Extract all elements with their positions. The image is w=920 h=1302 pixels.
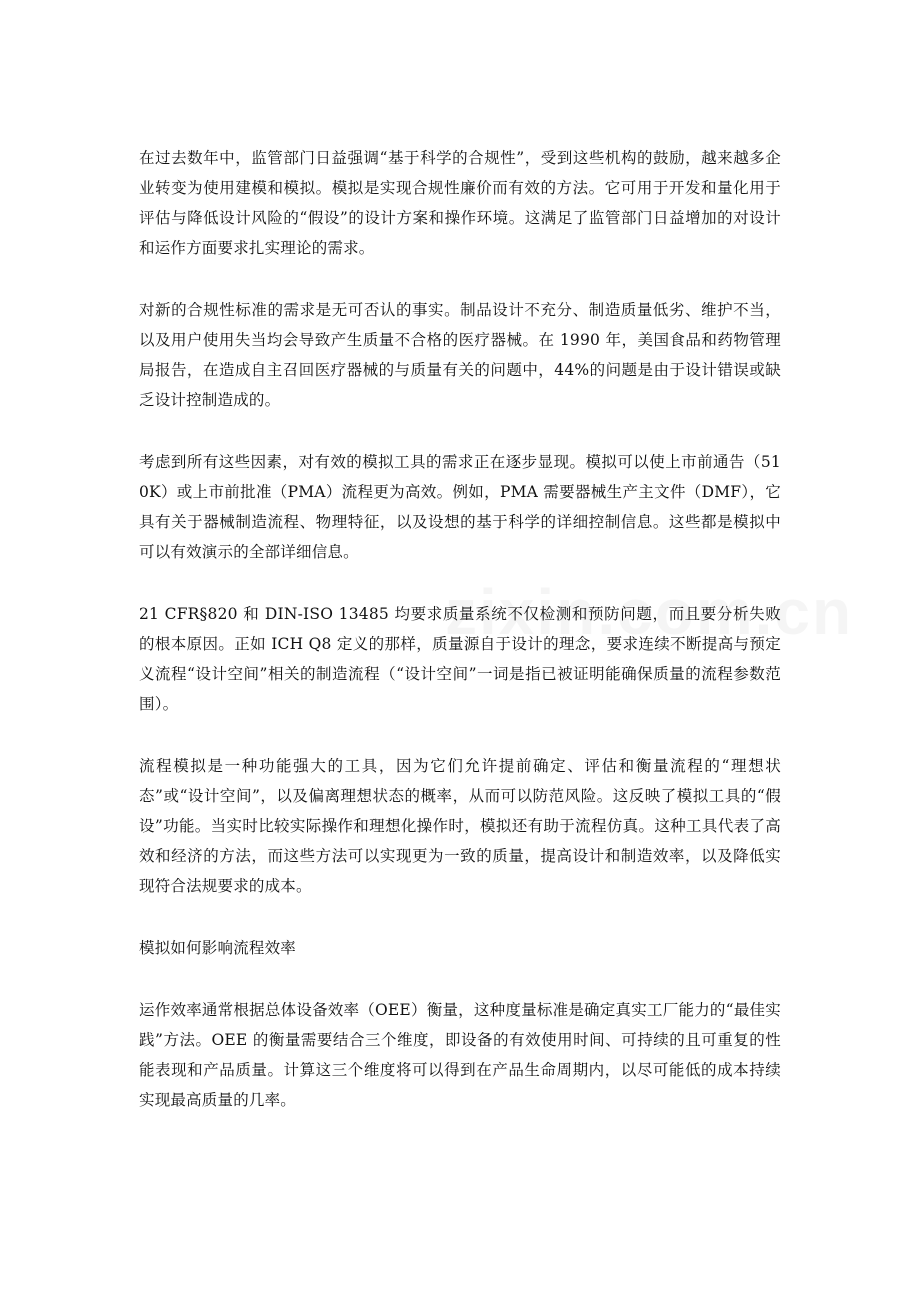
document-body [139, 143, 781, 1115]
paragraph-1: 在过去数年中，监管部门日益强调“基于科学的合规性”，受到这些机构的鼓励，越来越多企业转变为使用建模和模拟。模拟是实现合规性廉价而有效的方法。它可用于开发和量化用于评估与降低设计风险的“假设”的设计方案和操作环境。这满足了监管部门日益增加的对设计和运作方面要求扎实理论的需求。 [139, 149, 781, 257]
paragraph-2: 对新的合规性标准的需求是无可否认的事实。制品设计不充分、制造质量低劣、维护不当，以及用户使用失当均会导致产生质量不合格的医疗器械。在 1990 年，美国食品和药物管理局报告，在造成自主召回医疗器械的与质量有关的问题中，44%的问题是由于设计错误或缺乏设计控制造成的。 [139, 301, 781, 409]
section-heading: 模拟如何影响流程效率 [139, 939, 297, 957]
paragraph-6: 运作效率通常根据总体设备效率（OEE）衡量，这种度量标准是确定真实工厂能力的“最佳实践”方法。OEE 的衡量需要结合三个维度，即设备的有效使用时间、可持续的且可重复的性能表现和产品质量。计算这三个维度将可以得到在产品生命周期内，以尽可能低的成本持续实现最高质量的几率。 [139, 1001, 781, 1109]
paragraph-3: 考虑到所有这些因素，对有效的模拟工具的需求正在逐步显现。模拟可以使上市前通告（510K）或上市前批准（PMA）流程更为高效。例如，PMA 需要器械生产主文件（DMF），它具有关于器械制造流程、物理特征，以及设想的基于科学的详细控制信息。这些都是模拟中可以有效演示的全部详细信息。 [139, 453, 781, 561]
paragraph-4: 21 CFR§820 和 DIN-ISO 13485 均要求质量系统不仅检测和预防问题，而且要分析失败的根本原因。正如 ICH Q8 定义的那样，质量源自于设计的理念，要求连续不断提高与预定义流程“设计空间”相关的制造流程（“设计空间”一词是指已被证明能确保质量的流程参数范围）。 [139, 605, 781, 713]
paragraph-5: 流程模拟是一种功能强大的工具，因为它们允许提前确定、评估和衡量流程的“理想状态”或“设计空间”，以及偏离理想状态的概率，从而可以防范风险。这反映了模拟工具的“假设”功能。当实时比较实际操作和理想化操作时，模拟还有助于流程仿真。这种工具代表了高效和经济的方法，而这些方法可以实现更为一致的质量，提高设计和制造效率，以及降低实现符合法规要求的成本。 [139, 757, 781, 895]
